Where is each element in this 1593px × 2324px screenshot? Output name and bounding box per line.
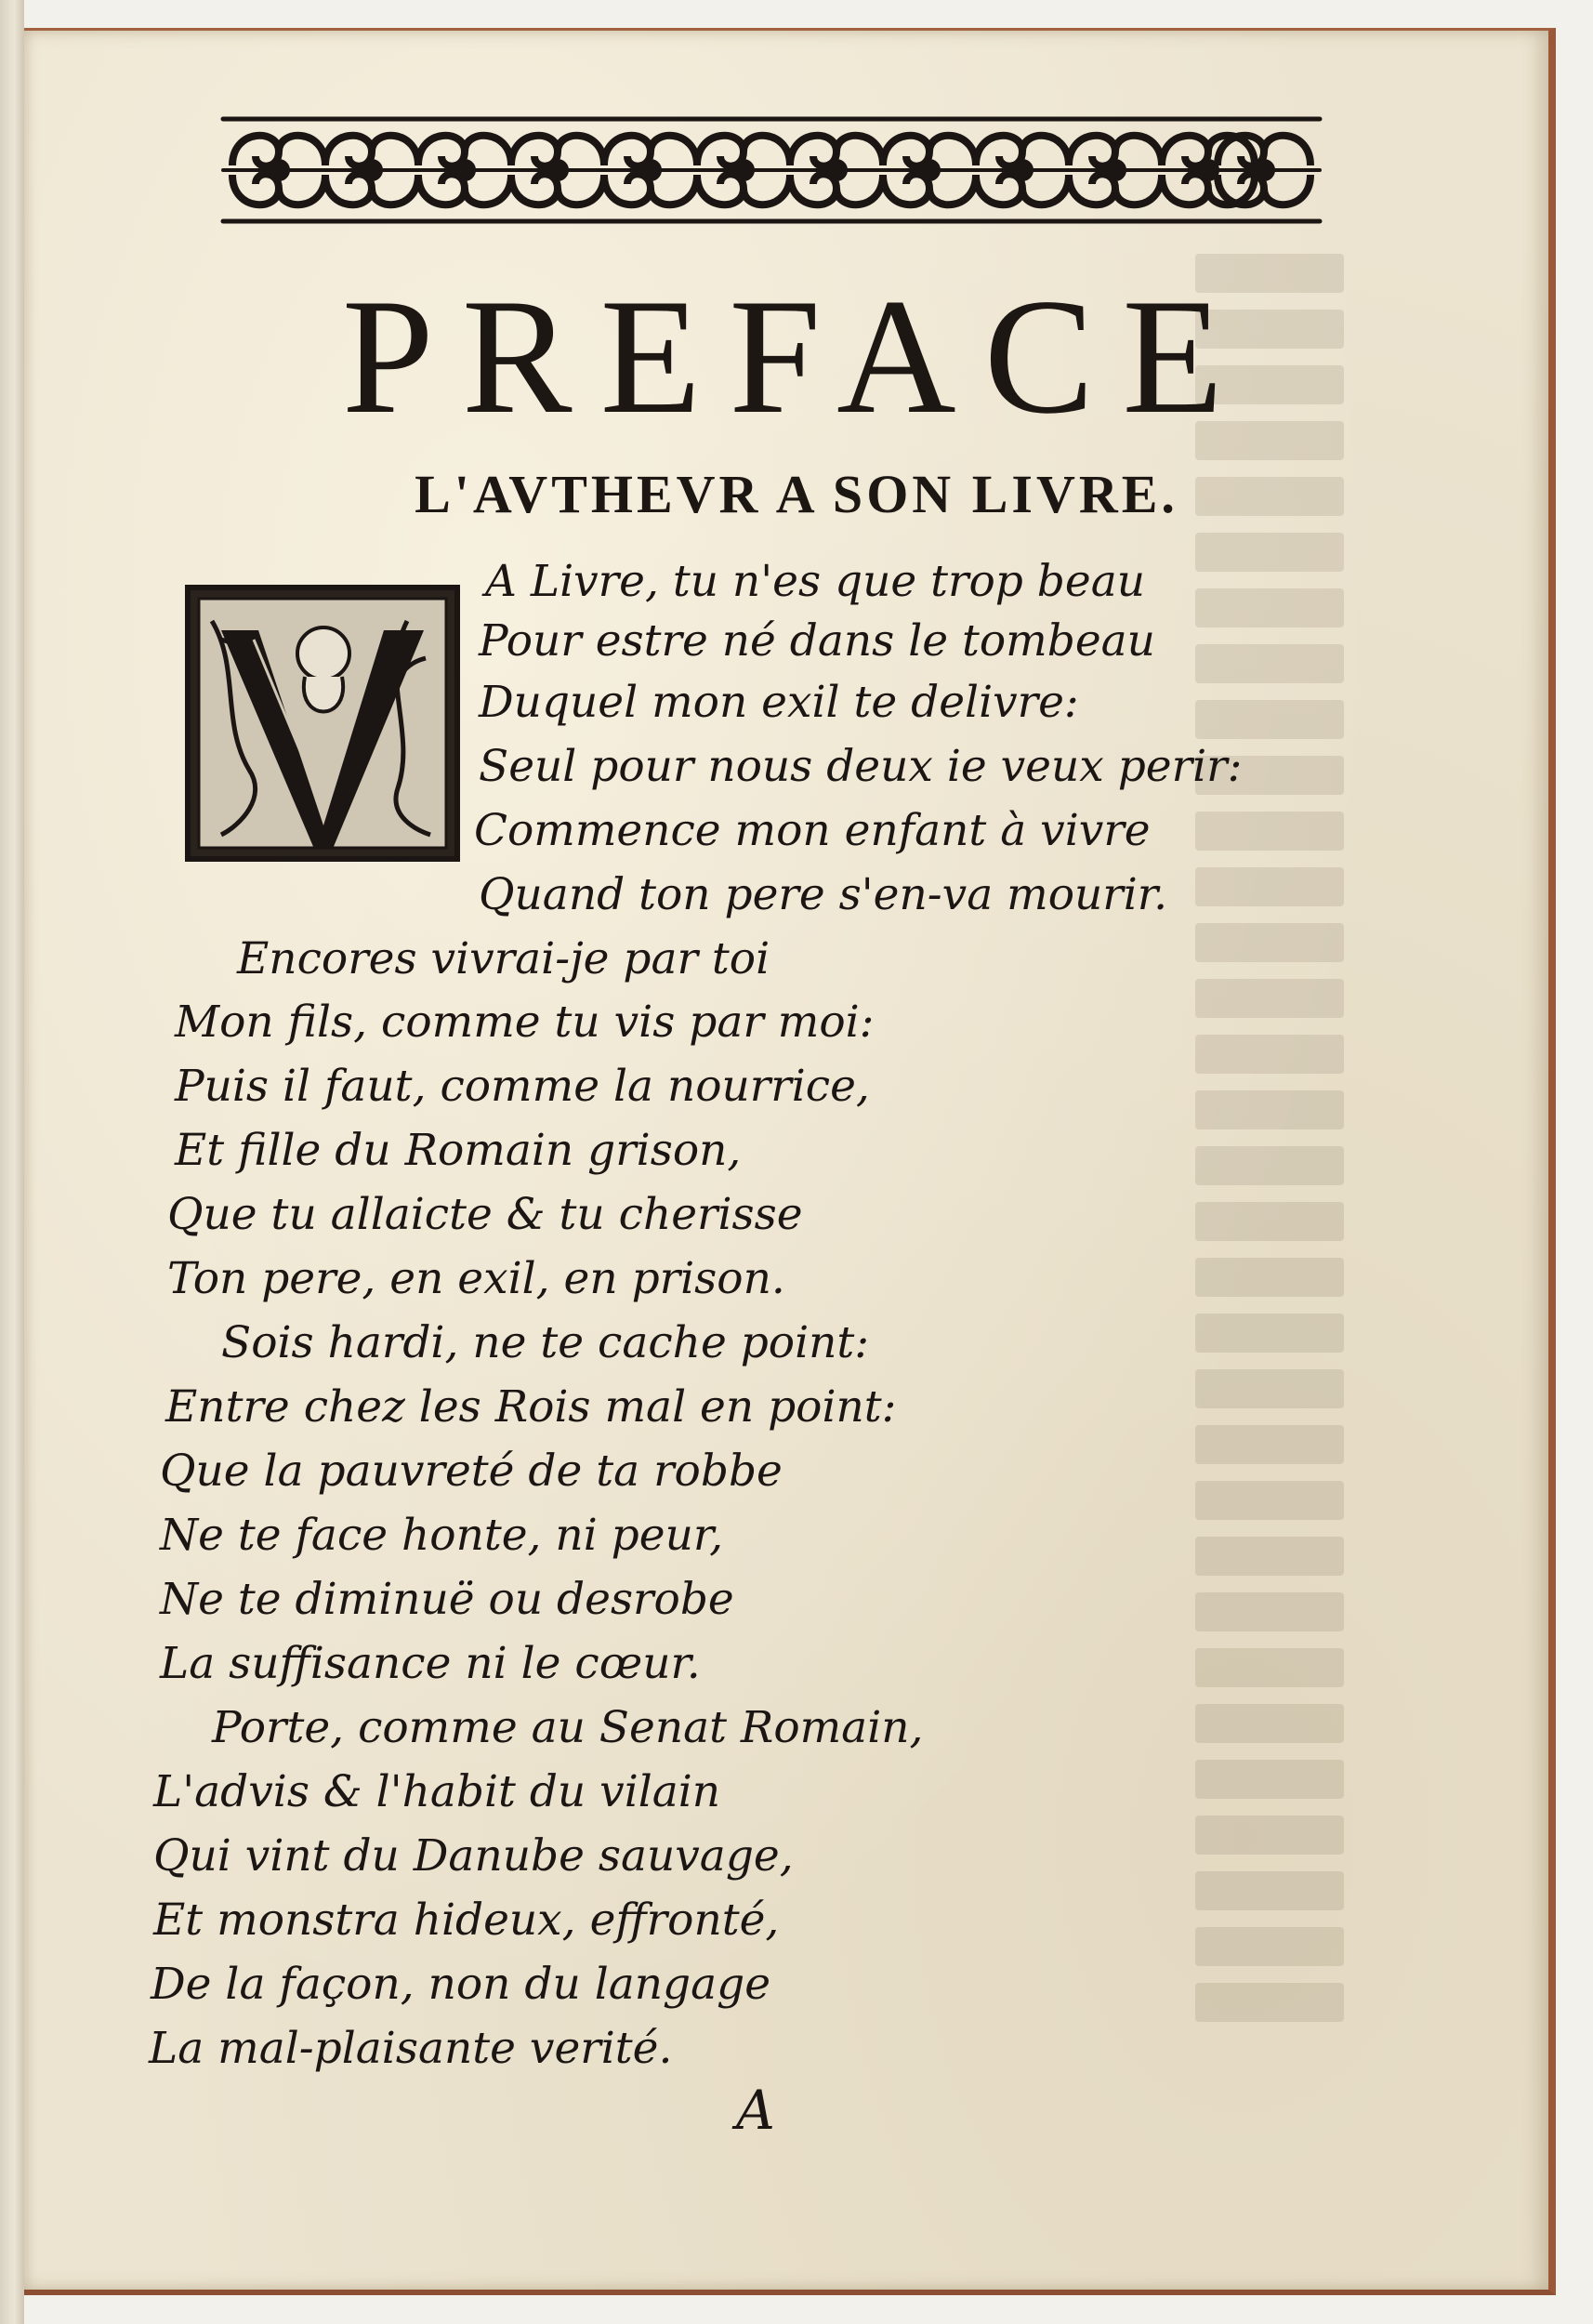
verse-line: Pour estre né dans le tombeau	[479, 615, 1155, 667]
verse-line: Seul pour nous deux ie veux perir:	[479, 741, 1243, 792]
verse-line: Que la pauvreté de ta robbe	[160, 1446, 783, 1497]
verse-line: La suffisance ni le cœur.	[160, 1638, 701, 1689]
verse-line: Et monstra hideux, effronté,	[153, 1895, 780, 1946]
signature-mark: A	[736, 2079, 775, 2142]
headpiece-ornament-icon	[214, 100, 1329, 240]
verse-line: Encores vivrai-je par toi	[237, 933, 770, 984]
verse-line: Ne te diminuë ou desrobe	[160, 1574, 734, 1625]
verse-line: Ne te face honte, ni peur,	[160, 1510, 724, 1561]
verse-line: A Livre, tu n'es que trop beau	[485, 556, 1145, 607]
verse-line: Que tu allaicte & tu cherisse	[167, 1189, 803, 1240]
verse-line: Quand ton pere s'en-va mourir.	[479, 869, 1168, 920]
verse-line: Porte, comme au Senat Romain,	[212, 1702, 924, 1753]
verse-line: Qui vint du Danube sauvage,	[153, 1830, 794, 1882]
verse-line: Entre chez les Rois mal en point:	[165, 1381, 897, 1433]
dropcap-initial-v-icon	[184, 584, 461, 863]
verse-line: L'advis & l'habit du vilain	[153, 1766, 721, 1817]
show-through-text	[1195, 254, 1344, 2067]
verse-line: La mal-plaisante verité.	[149, 2023, 673, 2074]
verse-line: Mon fils, comme tu vis par moi:	[175, 997, 875, 1048]
page-subtitle: L'AVTHEVR A SON LIVRE.	[415, 464, 1178, 524]
page-title: PREFACE	[341, 264, 1252, 448]
verse-line: Et fille du Romain grison,	[175, 1125, 742, 1176]
verse-line: Ton pere, en exil, en prison.	[167, 1253, 785, 1304]
verse-line: Puis il faut, comme la nourrice,	[175, 1061, 870, 1112]
verse-line: De la façon, non du langage	[151, 1959, 771, 2010]
verse-line: Commence mon enfant à vivre	[474, 805, 1151, 856]
verse-line: Duquel mon exil te delivre:	[479, 677, 1079, 728]
verse-line: Sois hardi, ne te cache point:	[221, 1317, 870, 1368]
